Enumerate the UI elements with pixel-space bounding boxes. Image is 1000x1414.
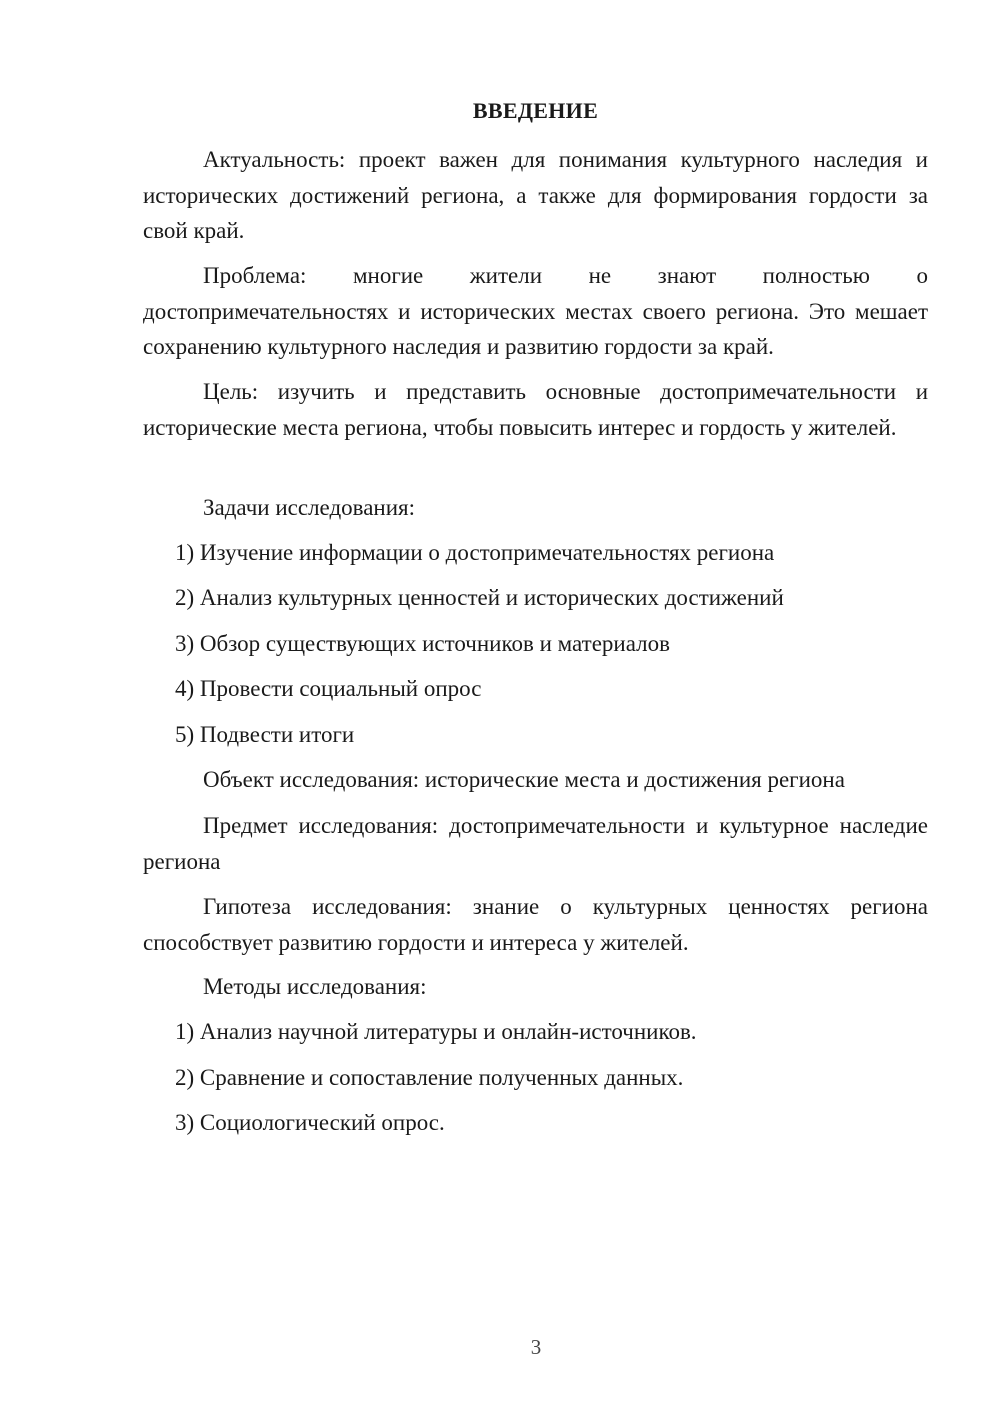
task-item-2: 2) Анализ культурных ценностей и исторических достижений bbox=[175, 585, 784, 610]
method-item-3: 3) Социологический опрос. bbox=[175, 1110, 445, 1135]
object-paragraph: Объект исследования: исторические места и достижения региона bbox=[203, 767, 845, 792]
task-item-1: 1) Изучение информации о достопримечательностях региона bbox=[175, 540, 775, 565]
task-item-4: 4) Провести социальный опрос bbox=[175, 676, 482, 701]
hypothesis-paragraph: Гипотеза исследования: знание о культурных ценностях региона способствует развитию гордости и интереса у жителей. bbox=[143, 894, 928, 955]
task-item-5: 5) Подвести итоги bbox=[175, 722, 355, 747]
section-heading: ВВЕДЕНИЕ bbox=[472, 98, 599, 123]
page-number: 3 bbox=[530, 1335, 542, 1359]
subject-paragraph: Предмет исследования: достопримечательности и культурное наследие региона bbox=[143, 813, 928, 874]
relevance-paragraph: Актуальность: проект важен для понимания культурного наследия и исторических достижений региона, а также для формирования гордости за свой край. bbox=[143, 147, 928, 243]
goal-paragraph: Цель: изучить и представить основные достопримечательности и исторические места региона, чтобы повысить интерес и гордость у жителей. bbox=[143, 379, 928, 440]
methods-title: Методы исследования: bbox=[203, 974, 427, 999]
method-item-2: 2) Сравнение и сопоставление полученных данных. bbox=[175, 1065, 684, 1090]
task-item-3: 3) Обзор существующих источников и материалов bbox=[175, 631, 670, 656]
method-item-1: 1) Анализ научной литературы и онлайн-источников. bbox=[175, 1019, 697, 1044]
problem-paragraph: Проблема: многие жители не знают полностью о достопримечательностях и исторических местах своего региона. Это мешает сохранению культурного наследия и развитию гордости за край. bbox=[143, 263, 928, 359]
tasks-title: Задачи исследования: bbox=[203, 495, 416, 520]
